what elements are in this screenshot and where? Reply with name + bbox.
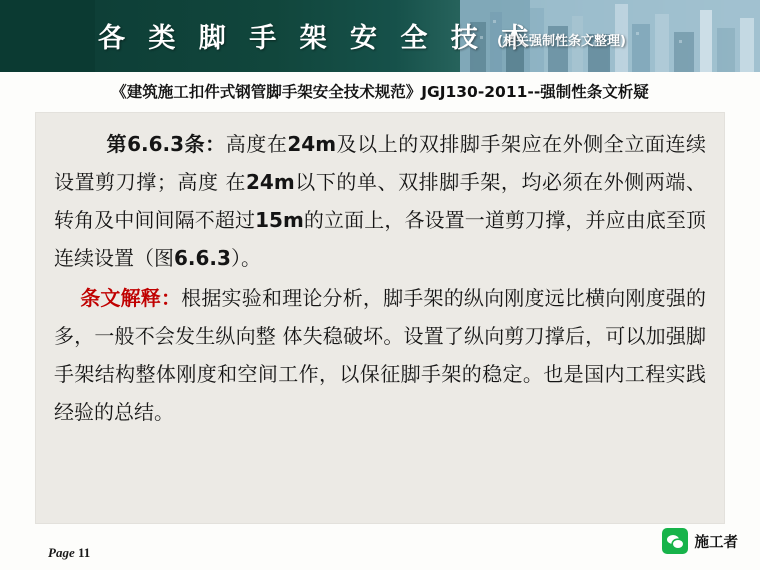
clause-value-2: 24m bbox=[246, 170, 295, 194]
banner-subtitle: (相关强制性条文整理) bbox=[497, 34, 626, 49]
explanation-text: 根据实验和理论分析，脚手架的纵向刚度远比横向刚度强的多，一般不会发生纵向整 体失稳破坏。设置了纵向剪刀撑后，可以加强脚手架结构整体刚度和空间工作，以保征脚手架的稳定。也是国内工程实践经验的总结。 bbox=[54, 286, 707, 424]
clause-value-3: 15m bbox=[255, 208, 304, 232]
wechat-watermark bbox=[662, 528, 739, 554]
clause-text-2: 及以上的双排脚手架应在外侧全立面连续设置剪刀撑；高度 在 bbox=[54, 132, 707, 194]
wechat-icon bbox=[662, 528, 688, 554]
banner-left-block bbox=[0, 0, 95, 72]
banner-title: 各 类 脚 手 架 安 全 技 术 bbox=[98, 23, 536, 54]
clause-value-1: 24m bbox=[287, 132, 337, 156]
page-number: 11 bbox=[77, 545, 91, 560]
clause-paragraph bbox=[36, 113, 724, 277]
explanation-paragraph bbox=[36, 277, 724, 431]
document-reference: 《建筑施工扣件式钢管脚手架安全技术规范》JGJ130-2011--强制性条文析疑 bbox=[111, 83, 649, 101]
clause-text-5: ）。 bbox=[230, 246, 261, 270]
clause-lead: 第6.6.3条： bbox=[106, 132, 226, 156]
content-box bbox=[36, 113, 724, 523]
wechat-account-name: 施工者 bbox=[694, 534, 738, 551]
clause-value-4: 6.6.3 bbox=[174, 246, 231, 270]
page-label-text: Page bbox=[48, 545, 75, 560]
page-label bbox=[48, 545, 90, 561]
clause-text-4: 的立面上，各设置一道剪刀撑，并应由底至顶连续设置（图 bbox=[54, 208, 706, 270]
header-banner bbox=[0, 0, 760, 72]
clause-text-3: 以下的单、双排脚手架，均必须在外侧两端、转角及中间间隔不超过 bbox=[54, 170, 706, 232]
clause-text-1: 高度在 bbox=[225, 132, 288, 156]
explanation-label: 条文解释： bbox=[80, 286, 182, 310]
